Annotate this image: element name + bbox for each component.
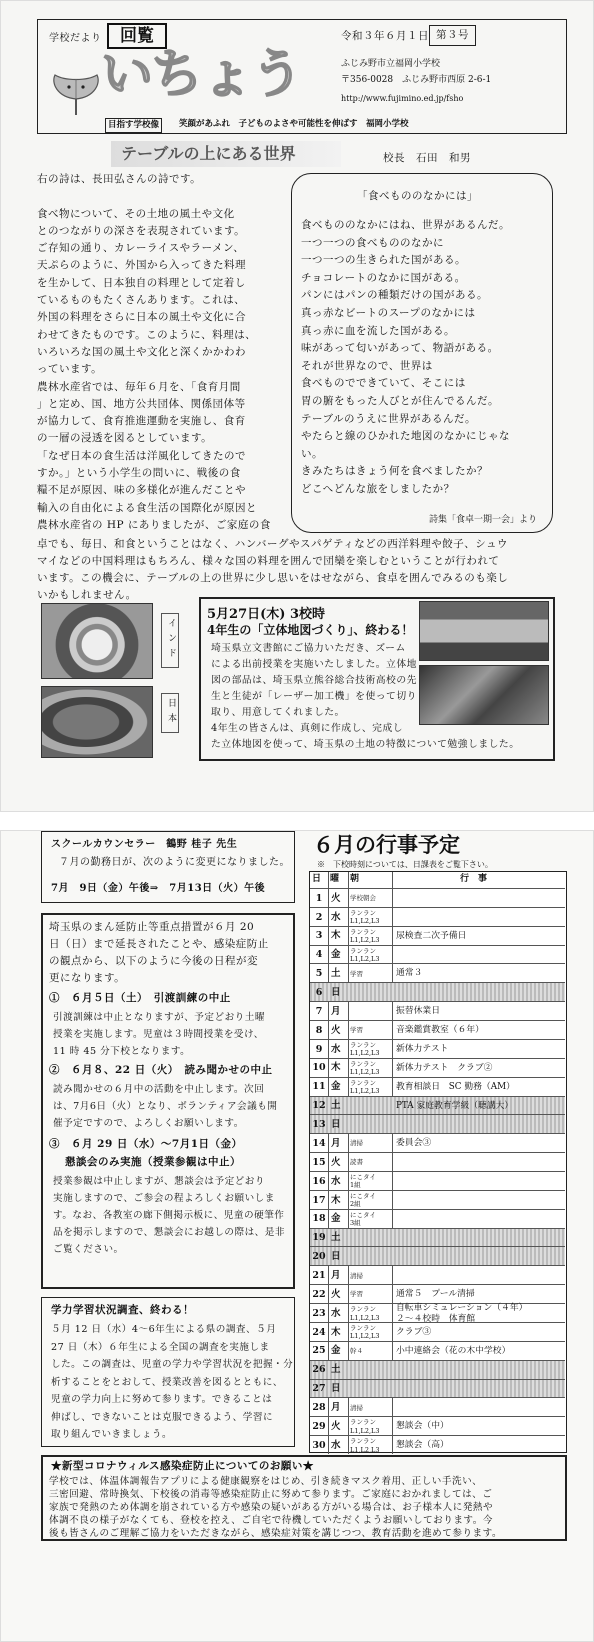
schedule-morning: ランラン L1,L2,L3 [350,1040,380,1058]
school-url[interactable]: http://www.fujimino.ed.jp/fsho [341,94,464,103]
ginkgo-leaf-icon [47,71,105,119]
article-line: 「なぜ日本の食生活は洋風化してきたので [37,449,246,462]
schedule-day: 11 [312,1081,326,1093]
intro-line: 日（日）まで延長されたことや、感染症防止 [49,938,269,950]
schedule-day: 1 [315,892,323,904]
schedule-weekday: 火 [331,1156,341,1168]
schedule-day: 23 [312,1307,326,1319]
schedule-event: 新体力テスト クラブ② [396,1062,493,1073]
schedule-row [310,1171,565,1190]
japan-food-photo [41,686,153,758]
article-line: 食べ物について、その土地の風土や文化 [37,207,235,220]
schedule-weekday: 火 [331,1024,341,1036]
schedule-row [310,1190,565,1209]
schedule-weekday: 日 [331,1383,341,1395]
schedule-morning: にこタイ 2組 [350,1191,376,1209]
article-line: の一層の浸透を図るとしています。 [37,432,213,445]
schedule-morning: ランラン L1,L2,L3 [350,908,380,926]
news-line: 埼玉県立文書館にご協力いただき、ズーム [211,643,406,654]
schedule-title: ６月の行事予定 [313,833,460,857]
notice-line: 体調不良の様子がなくても、登校を控え、ご自宅で待機していただくようお願いしております。今 [49,1515,493,1526]
schedule-row [310,1228,565,1247]
article-line: 輸入の自由化による食生活の国際化が原因と [37,501,257,514]
schedule-weekday: 日 [331,1251,341,1263]
schedule-day: 20 [312,1251,326,1263]
school-name: ふじみ野市立福岡小学校 [341,59,441,69]
schedule-row [310,1152,565,1171]
item-line: 読み聞かせの６月中の活動を中止します。次回 [53,1084,265,1095]
schedule-note: ※ 下校時刻については、日課表をご覧下さい。 [317,860,493,869]
poem-line: パンにはパンの種類だけの国がある。 [301,289,488,302]
schedule-weekday: 金 [331,1213,341,1225]
classroom-photo-2 [419,665,549,725]
schedule-event: 教育相談日 SC 勤務（AM） [396,1081,515,1092]
news-line: 4年生の皆さんは、真剣に作成し、完成し [211,723,404,734]
article-author: 校長 石田 和男 [383,152,471,164]
notice-line: 学校では、体温体調報告アプリによる健康観察をはじめ、引き続きマスク着用、正しい手洗い、 [49,1476,483,1487]
survey-line: 取り組んでいきましょう。 [51,1429,173,1440]
schedule-morning: にこタイ 3組 [350,1210,376,1228]
schedule-day: 29 [312,1420,326,1432]
poem-line: やたらと線のひかれた地図のなかにじゃな [301,430,510,443]
schedule-event: PTA 家庭教育学級（聴講大） [396,1100,514,1111]
newsletter-page-1 [0,0,594,812]
schedule-morning: 幹４ [350,1346,363,1355]
schedule-day: 6 [315,987,323,998]
article-line: っています。 [37,363,103,376]
article-line: 農林水産省では、毎年６月を、「食育月間 [37,380,241,393]
newsletter-title: いちょう [101,45,302,105]
item-line: は、7月6日（火）となり、ボランティア会議も開 [53,1101,278,1112]
news-line: による出前授業を実施いたしました。立体地 [211,659,417,670]
classroom-photo-1 [419,601,549,661]
schedule-row [310,1246,565,1265]
item-line: ご覧ください。 [53,1244,124,1255]
school-motto: 笑顔があふれ 子どものよさや可能性を伸ばす 福岡小学校 [179,119,409,129]
survey-line: 27 日（木）６年生による全国の調査を実施しま [51,1341,270,1353]
schedule-row [310,1341,565,1360]
poem-line: 一つ一つの生きられた国がある。 [301,254,466,267]
motto-label: 目指す学校像 [105,118,162,133]
article-line: います。この機会に、テーブルの上の世界に少し思いをはせながら、食卓を囲んでみるのも楽し [37,572,509,584]
schedule-event: 通常３ [396,968,423,979]
survey-line: 析することをとおして、授業改善を図るとともに、 [51,1376,283,1388]
intro-line: 埼玉県のまん延防止等重点措置が６月 20 [49,921,255,933]
survey-body [51,1321,293,1444]
schedule-weekday: 土 [331,1232,341,1244]
schedule-day: 7 [315,1005,323,1017]
item-line: 授業参観は中止しますが、懇談会は予定どおり [53,1176,265,1187]
article-line: マイなどの中国料理はもちろん、様々な国の料理を囲んで団欒を楽しむということが行われて [37,555,500,567]
schedule-day: 28 [312,1402,326,1414]
item-line: 催予定ですので、よろしくお願いします。 [53,1118,244,1129]
schedule-row [310,1020,565,1039]
schedule-row [310,1114,565,1133]
schedule-morning: ランラン L1,L2,L3 [350,1437,380,1454]
schedule-day: 3 [315,930,323,942]
poem-line: 食べものでできていて、そこには [301,377,466,390]
schedule-morning: 清掃 [350,1271,363,1280]
schedule-weekday: 水 [331,1307,341,1319]
schedule-weekday: 金 [331,1081,341,1093]
kairan-badge: 回覧 [107,23,167,49]
news-line: 図の部品は、埼玉県立熊谷総合技術高校の先 [211,675,417,686]
article-body [37,171,287,534]
notice-line: 三密回避、常時換気、下校後の消毒等感染症防止に努めて参ります。ご家庭におかれましては、ご [49,1489,493,1500]
schedule-row [310,1133,565,1152]
schedule-day: 12 [312,1100,326,1112]
schedule-weekday: 土 [331,968,341,980]
schedule-row [310,1077,565,1096]
item-line: す。なお、各教室の廊下側掲示板に、児童の硬筆作 [53,1210,285,1221]
notice-line: 後も皆さんのご理解ご協力をいただきながら、感染症対策を講じつつ、教育活動を進めて参ります。 [49,1528,503,1539]
poem-body [301,217,510,499]
counselor-title: スクールカウンセラー 鶴野 桂子 先生 [51,839,238,850]
schedule-weekday: 水 [331,911,341,923]
schedule-weekday: 火 [331,892,341,904]
schedule-day: 13 [312,1119,326,1131]
schedule-event: 新体力テスト [396,1043,449,1054]
schedule-morning: にこタイ 1組 [350,1172,376,1190]
schedule-event: 尿検査二次予備日 [396,930,467,941]
item-line: 実施しますので、ご参会の程よろしくお願いしま [53,1193,275,1204]
schedule-morning: ランラン L1,L2,L3 [350,1418,380,1435]
schedule-row [310,945,565,964]
item3-subtitle: 懇談会のみ実施（授業参観は中止） [65,1156,241,1168]
item-line: 11 時 45 分下校となります。 [53,1046,191,1057]
schedule-row [310,926,565,945]
article-line: 糧不足が原因、味の多様化が進んだことや [37,484,246,497]
schedule-row [310,1058,565,1077]
schedule-row [310,1265,565,1284]
schedule-day: 27 [312,1383,326,1395]
item1-title: ① ６月５日（土） 引渡訓練の中止 [49,992,231,1004]
schedule-weekday: 火 [331,1420,341,1432]
item3-title: ③ ６月 29 日（水）～7月1日（金） [49,1138,243,1150]
poem-line: 真っ赤に血を流した国がある。 [301,324,455,337]
schedule-day: 22 [312,1288,326,1300]
schedule-weekday: 土 [331,1364,341,1376]
poem-line: 一つ一つの食べもののなかに [301,236,444,249]
schedule-weekday: 木 [331,1326,341,1338]
poem-line: テーブルのうえに世界があるんだ。 [301,412,477,425]
article-line: 天ぷらのように、外国から入ってきた料理 [37,259,246,272]
article-line: が協力して、食育推進運動を実施し、食育 [37,415,246,428]
schedule-weekday: 日 [331,987,341,998]
schedule-day: 17 [312,1194,326,1206]
schedule-morning: 学校朝会 [350,894,376,903]
intro-line: 更になります。 [49,972,126,984]
news-title: 4年生の「立体地図づくり」、終わる！ [207,623,414,637]
news-line: 生と生徒が「レーザー加工機」を使って切り [211,691,417,702]
schedule-day: 30 [312,1439,326,1451]
schedule-day: 2 [315,911,323,923]
news-date: 5月27日(木) 3校時 [207,607,326,622]
schedule-day: 16 [312,1175,326,1187]
schedule-day: 25 [312,1345,326,1357]
schedule-day: 24 [312,1326,326,1338]
schedule-event: クラブ③ [396,1326,432,1337]
schedule-weekday: 日 [331,1119,341,1131]
article-line: いろいろな国の風土や文化と深くかかわわ [37,345,246,358]
poem-line: 食べもののなかにはね、世界があるんだ。 [301,219,510,231]
article-body-continued [37,536,567,604]
schedule-weekday: 月 [331,1005,341,1017]
schedule-weekday: 月 [331,1137,341,1149]
item-line: 引渡訓練は中止となりますが、予定どおり土曜 [53,1012,265,1023]
poem-source: 詩集「食卓一期一会」より [429,515,538,525]
schedule-day: 9 [315,1043,323,1055]
schedule-morning: 学習 [350,1026,363,1035]
schedule-day: 26 [312,1364,326,1376]
schedule-weekday: 水 [331,1175,341,1187]
poem-line: 胃の腑をもった人びとが住んでるんだ。 [301,394,499,407]
item-line: 授業を実施します。児童は３時間授業を受け、 [53,1029,264,1040]
survey-line: 児童の学力向上に努めて参ります。できることは [51,1394,273,1405]
schedule-weekday: 木 [331,1062,341,1074]
issue-date: 令和３年６月１日 [341,30,429,42]
item3-body [53,1173,285,1258]
schedule-row [310,982,565,1001]
schedule-event: 懇談会（高） [396,1440,449,1451]
schedule-day: 14 [312,1137,326,1149]
schedule-day: 21 [312,1270,326,1281]
schedule-day: 8 [315,1024,323,1036]
item2-title: ② ６月８、22 日（火） 読み聞かせの中止 [49,1064,273,1076]
schedule-row [310,1303,565,1322]
poem-line: チョコレートのなかに国がある。 [301,271,466,284]
schedule-day: 15 [312,1156,326,1168]
schedule-event: 懇談会（中） [396,1421,449,1432]
india-label: インド [161,613,179,668]
schedule-row [310,1322,565,1341]
issue-number: 第３号 [429,25,476,46]
poem-line: きみたちはきょう何を食べましたか？ [301,465,488,478]
schedule-row [310,1360,565,1379]
schedule-morning: ランラン L1,L2,L3 [350,1323,380,1341]
schedule-weekday: 水 [331,1043,341,1055]
schedule-event: 委員会③ [396,1138,432,1149]
article-line: ているものもたくさんあります。これは、 [37,294,246,307]
india-food-photo [41,603,153,679]
article-line: いかもしれません。 [37,589,137,601]
schedule-day: 10 [312,1062,326,1074]
counselor-dates: 7月 9日（金）午後⇒ 7月13日（火）午後 [51,883,266,894]
schedule-header: 朝 [350,874,360,884]
schedule-weekday: 木 [331,1194,341,1206]
schedule-row [310,1435,565,1454]
poem-line: い。 [301,447,323,460]
newsletter-label: 学校だより [49,33,102,44]
news-line: た立体地図を使って、埼玉県の土地の特徴について勉強しました。 [211,739,520,750]
schedule-morning: 学習 [350,1290,363,1299]
schedule-changes-intro [49,919,269,987]
survey-title: 学力学習状況調査、終わる！ [51,1304,194,1316]
schedule-weekday: 月 [331,1270,341,1281]
news-line: 取り、用意してくれました。 [211,707,345,718]
schedule-row [310,1209,565,1228]
schedule-morning: 読書 [350,1158,363,1167]
notice-line: 家族で発熱のため体調を崩されている方や感染の疑いがある方がいる場合は、お子様本人に発熱や [49,1502,494,1513]
schedule-morning: 清掃 [350,1139,363,1148]
article-line: 」と定め、国、地方公共団体、関係団体等 [37,397,246,410]
schedule-row [310,1416,565,1435]
article-line: すか。」という小学生の問いに、戦後の食 [37,467,241,480]
article-line: 外国の料理をさらに日本の風土や文化に合 [37,311,246,324]
japan-label: 日本 [161,693,179,733]
schedule-row [310,1039,565,1058]
schedule-day: 18 [312,1213,326,1225]
schedule-header: 日 [312,874,322,884]
schedule-weekday: 土 [331,1100,341,1112]
intro-line: の観点から、以下のように今後の日程が変 [49,955,258,967]
schedule-row [310,888,565,907]
poem-line: どこへどんな旅をしましたか？ [301,482,455,495]
schedule-day: 5 [315,968,323,980]
schedule-morning: ランラン L1,L2,L3 [350,1059,380,1077]
schedule-day: 4 [315,949,323,961]
schedule-weekday: 金 [331,949,341,961]
counselor-change: ７月の勤務日が、次のように変更になりました。 [59,857,290,868]
article-line [37,188,287,205]
item1-body [53,1009,265,1060]
schedule-row [310,1001,565,1020]
schedule-morning: 学習 [350,969,363,978]
schedule-morning: ランラン L1,L2,L3 [350,1305,380,1322]
schedule-event: 音楽鑑賞教室（６年） [396,1025,484,1036]
poem-line: 真っ赤なビートのスープのなかには [301,306,476,319]
article-line: ご存知の通り、カレーライスやラーメン、 [37,242,245,255]
poem-line: それが世界なので、世界は [301,359,433,372]
survey-line: ５月 12 日（水）4～6年生による県の調査、５月 [51,1324,277,1335]
schedule-table [309,871,567,1453]
schedule-weekday: 木 [331,930,341,942]
schedule-event: 振替休業日 [396,1006,440,1017]
survey-line: 伸ばし、できないことは克服できるよう、学習に [51,1411,274,1423]
survey-line: した。この調査は、児童の学力や学習状況を把握・分 [51,1359,294,1370]
article-line: 右の詩は、長田弘さんの詩です。 [37,173,202,185]
poem-line: 味があって匂いがあって、物語がある。 [301,342,499,355]
schedule-row [310,963,565,982]
schedule-row [310,1096,565,1115]
article-line: 農林水産省の HP にありましたが、ご家庭の食 [37,518,271,531]
schedule-event: 自転車シミュレーション（４年） ２～４校時 体育館 [396,1302,528,1324]
schedule-weekday: 月 [331,1402,341,1414]
schedule-header: 曜 [330,874,340,884]
article-line: 卓でも、毎日、和食ということはなく、ハンバーグやスパゲティなどの西洋料理や餃子、シュウ [37,538,509,550]
article-line: を生かして、日本独自の料理として定着し [37,276,246,289]
schedule-day: 19 [312,1232,326,1244]
schedule-row [310,907,565,926]
schedule-event: 小中連絡会（花の木中学校） [396,1345,511,1356]
item-line: 品を掲示しますので、懇談会にお越しの際は、是非 [53,1227,285,1238]
item2-body [53,1081,277,1132]
article-line: とのつながりの深さを表現されています。 [37,224,246,237]
poem-title: 「食べもののなかには」 [357,190,478,202]
schedule-header: 行 事 [460,874,488,884]
article-title: テーブルの上にある世界 [111,141,341,167]
schedule-row [310,1379,565,1398]
schedule-morning: 清掃 [350,1403,363,1412]
schedule-event: 通常５ プール清掃 [396,1289,475,1300]
schedule-row [310,1284,565,1303]
newsletter-page-2 [0,830,594,1642]
schedule-weekday: 火 [331,1288,341,1300]
schedule-row [310,1397,565,1416]
schedule-weekday: 水 [331,1439,341,1451]
covid-notice-title: ★新型コロナウィルス感染症防止についてのお願い★ [51,1460,314,1472]
covid-notice-body [49,1475,502,1540]
schedule-morning: ランラン L1,L2,L3 [350,946,380,964]
article-line: わせてきたものです。このように、料理は、 [37,328,257,341]
schedule-weekday: 金 [331,1345,341,1357]
schedule-morning: ランラン L1,L2,L3 [350,1078,380,1096]
school-address: 〒356-0028 ふじみ野市西原 2-6-1 [341,75,492,85]
schedule-morning: ランラン L1,L2,L3 [350,927,380,945]
